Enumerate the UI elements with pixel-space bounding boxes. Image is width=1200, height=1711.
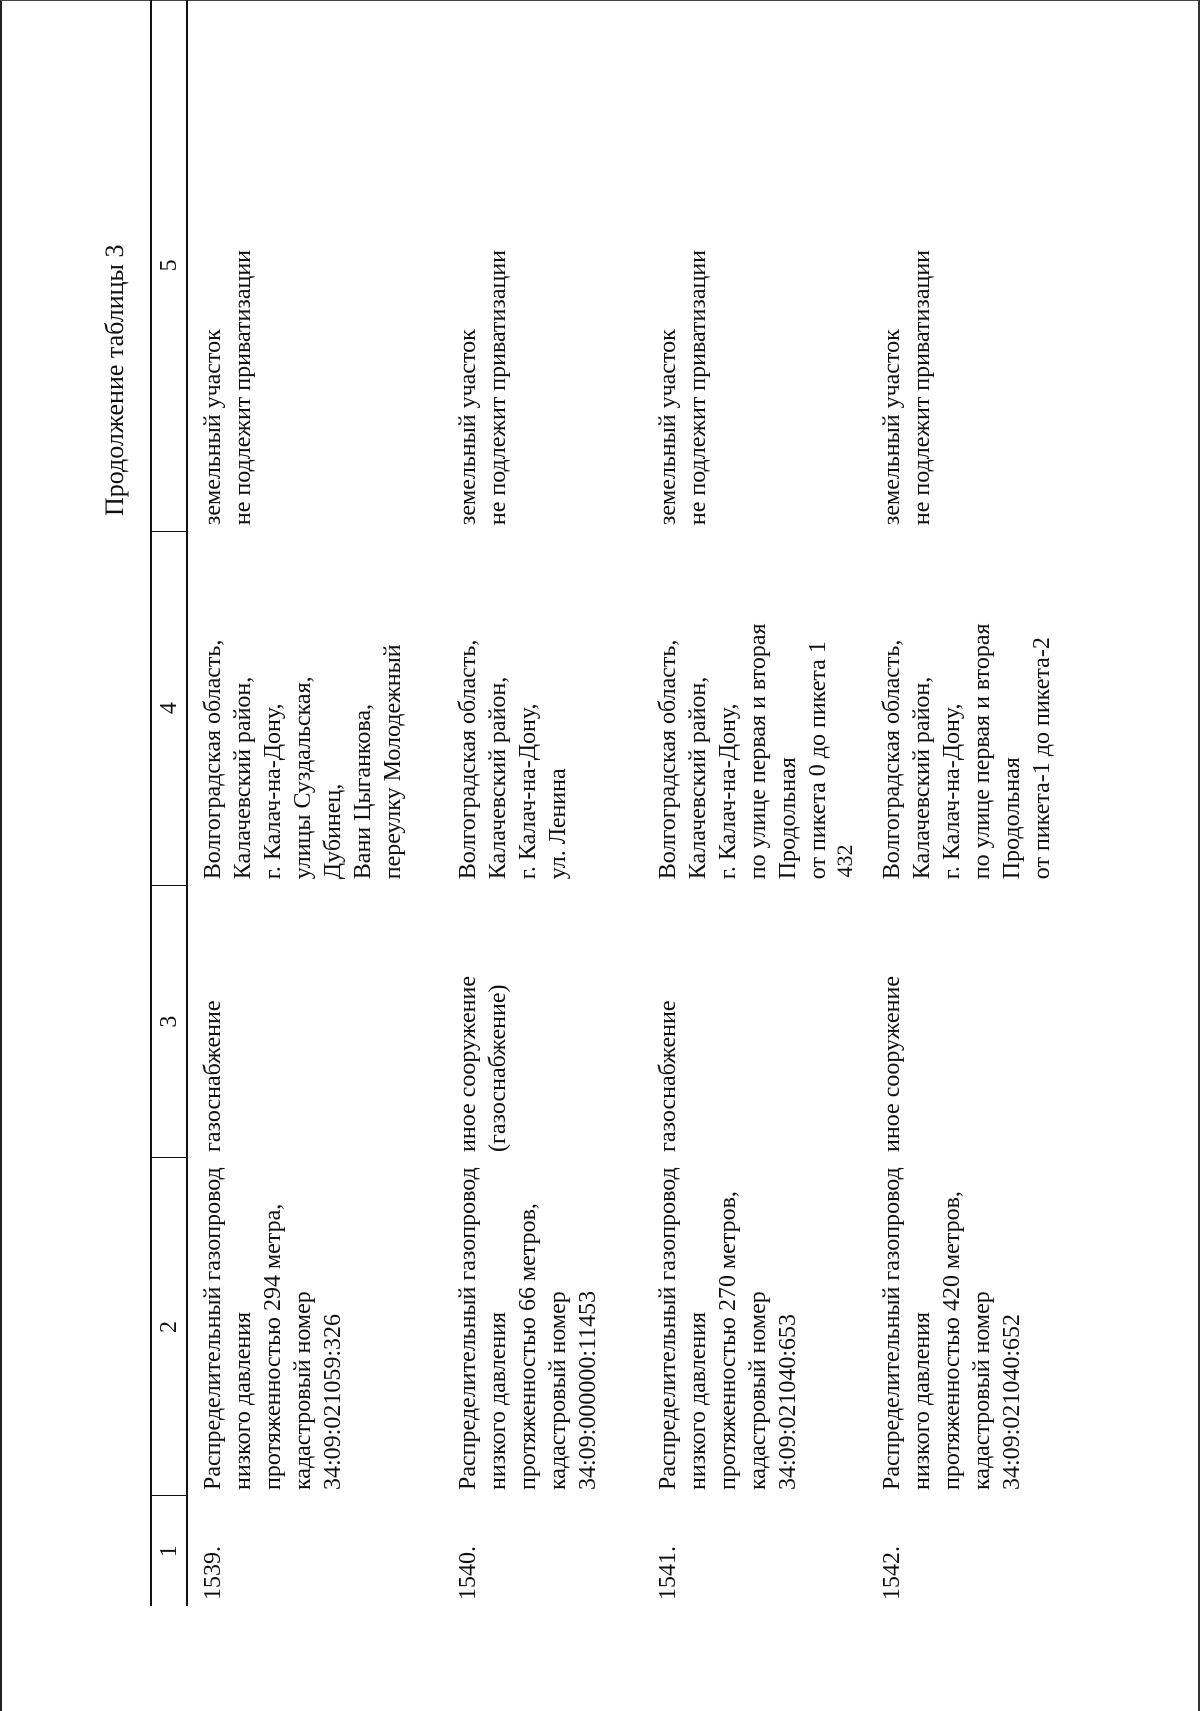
table-row (867, 0, 1097, 1606)
object-purpose: иное сооружение (газоснабжение) (455, 976, 511, 1152)
header-col-2: 2 (151, 1158, 187, 1496)
row-number: 1539. (200, 1546, 226, 1600)
object-note: земельный участок не подлежит приватизации (455, 249, 511, 526)
object-note: земельный участок не подлежит приватизации (655, 249, 711, 526)
object-address: Волгоградская область, Калачевский район, г. Калач-на-Дону, улицы Суздальская, Дубинец, Вани Цыганкова, переулку Молодежный (200, 639, 406, 880)
object-name: Распределительный газопровод низкого давления протяженностью 270 метров, кадастровый номер 34:09:021040:653 (655, 1167, 801, 1490)
header-col-1: 1 (151, 1496, 187, 1606)
object-name: Распределительный газопровод низкого давления протяженностью 66 метров, кадастровый номер 34:09:000000:11453 (455, 1167, 601, 1490)
continuation-label: Продолжение таблицы 3 (100, 244, 129, 516)
table-row (187, 0, 443, 1606)
object-address: Волгоградская область, Калачевский район, г. Калач-на-Дону, по улице первая и вторая Продольная от пикета-1 до пикета-2 (879, 623, 1055, 880)
row-number: 1540. (455, 1546, 481, 1600)
header-col-5: 5 (151, 0, 187, 531)
object-address: Волгоградская область, Калачевский район, г. Калач-на-Дону, по улице первая и вторая Продольная от пикета 0 до пикета 1 (655, 623, 831, 880)
object-address: Волгоградская область, Калачевский район, г. Калач-на-Дону, ул. Ленина (455, 639, 571, 880)
object-name: Распределительный газопровод низкого давления протяженностью 294 метра, кадастровый номер 34:09:021059:326 (200, 1167, 346, 1490)
object-note: земельный участок не подлежит приватизации (200, 249, 256, 526)
table-row (443, 0, 643, 1606)
object-purpose: газоснабжение (655, 1000, 681, 1152)
object-purpose: газоснабжение (200, 1000, 226, 1152)
row-number: 1542. (879, 1546, 905, 1600)
object-purpose: иное сооружение (879, 976, 905, 1152)
header-col-3: 3 (151, 885, 187, 1158)
table-row (643, 0, 867, 1606)
object-note: земельный участок не подлежит приватизации (879, 249, 935, 526)
object-name: Распределительный газопровод низкого давления протяженностью 420 метров, кадастровый номер 34:09:021040:652 (879, 1167, 1025, 1490)
header-col-4: 4 (151, 531, 187, 885)
property-table (150, 0, 1097, 1606)
page-number: 432 (832, 844, 857, 878)
table-header-row (151, 0, 187, 1606)
row-number: 1541. (655, 1546, 681, 1600)
